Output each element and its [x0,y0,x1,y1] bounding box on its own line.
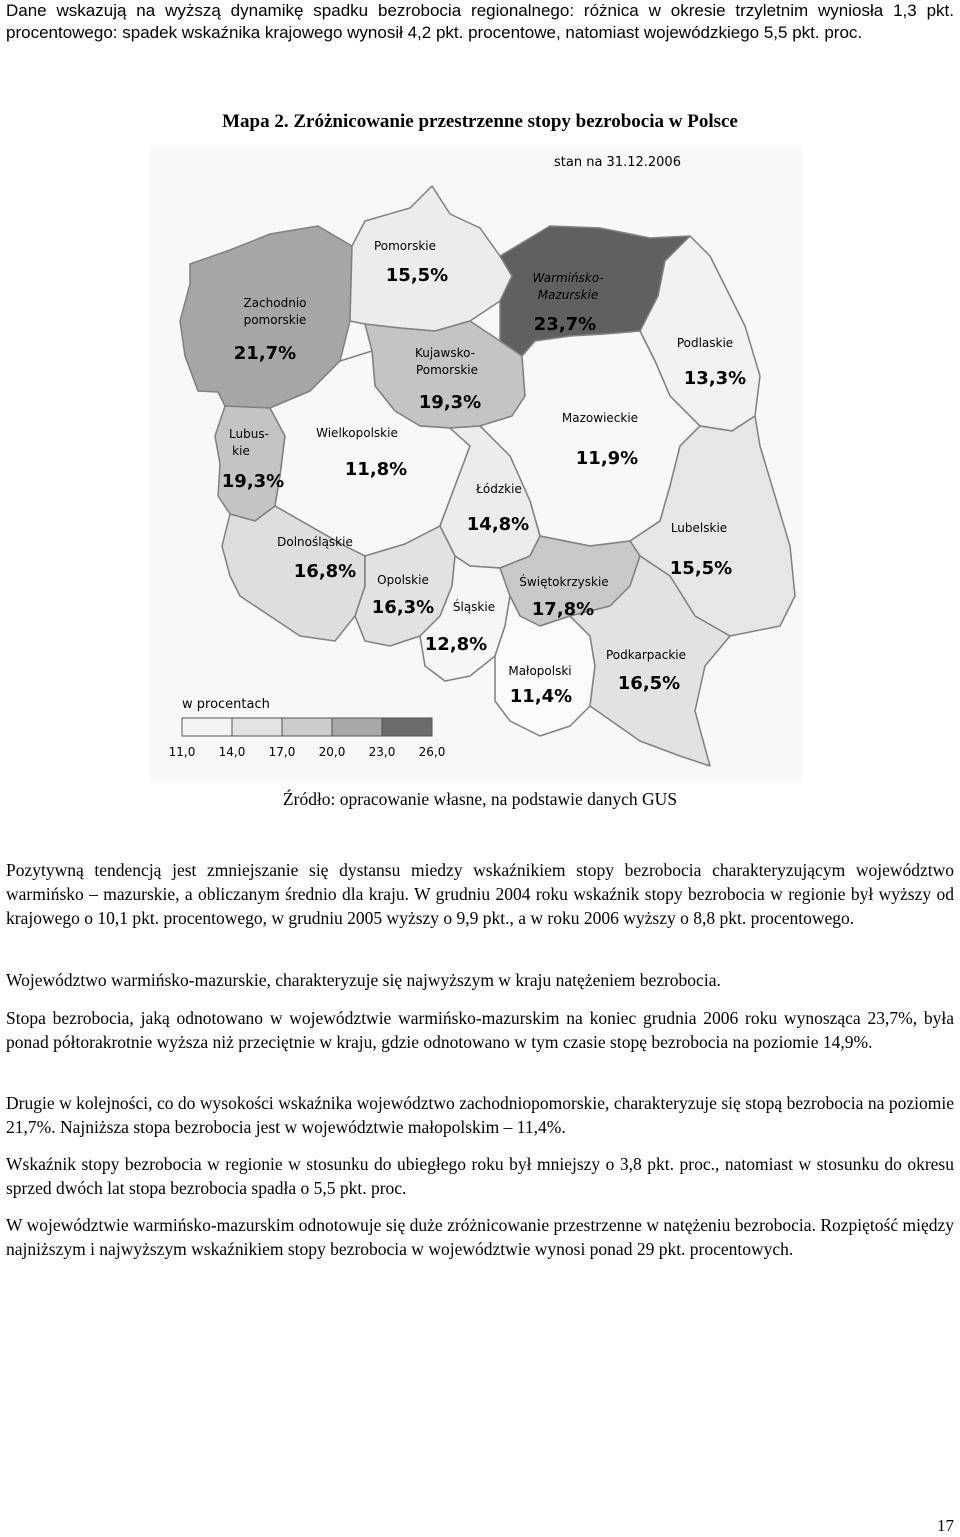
map-date-label: stan na 31.12.2006 [554,155,681,170]
legend-box [282,718,332,736]
label-zachodnio-name-2: pomorskie [243,313,307,327]
label-mazowieckie-name: Mazowieckie [561,411,639,425]
paragraph-3: Stopa bezrobocia, jaką odnotowano w województwie warmińsko-mazurskim na koniec grudnia 2006 roku wynosząca 23,7%, była ponad półtorakrotnie wyższa niż przeciętnie w kraju, gdzie odnotowano w tym czasie stopę bezrobocia na poziomie 14,9%. [6,1008,954,1052]
label-pomorskie-value: 15,5% [385,265,449,286]
label-dolnoslaskie-value: 16,8% [293,561,357,582]
label-mazowieckie-value: 11,9% [575,448,639,469]
paragraph-4: Drugie w kolejności, co do wysokości wskaźnika województwo zachodniopomorskie, charakteryzuje się stopą bezrobocia na poziomie 21,7%. Najniższa stopa bezrobocia jest w województwie małopolskim – 11,4%. [6,1093,954,1137]
paragraph-6: W województwie warmińsko-mazurskim odnotowuje się duże zróżnicowanie przestrzenne w natężeniu bezrobocia. Rozpiętość między najniższym i najwyższym wskaźnikiem stopy bezrobocia w województwie wynosi ponad 29 pkt. procentowych. [6,1215,954,1259]
label-pomorskie-name: Pomorskie [373,239,437,253]
label-lubuskie-value: 19,3% [221,471,285,492]
label-swietokrzyskie-name: Świętokrzyskie [519,575,609,589]
legend-tick-label: 23,0 [368,745,396,759]
label-warminsko-name-2: Mazurskie [537,288,599,302]
label-malopolski-value: 11,4% [509,686,573,707]
label-opolskie-value: 16,3% [371,597,435,618]
label-opolskie-name: Opolskie [377,573,429,587]
label-slaskie-value: 12,8% [424,634,488,655]
map-caption: Mapa 2. Zróżnicowanie przestrzenne stopy bezrobocia w Polsce [222,111,738,132]
label-kujawsko-name-2: Pomorskie [415,363,479,377]
label-warminsko-name-1: Warmińsko- [532,271,604,285]
label-kujawsko-value: 19,3% [418,392,482,413]
map-legend [169,697,446,759]
legend-box [382,718,432,736]
label-dolnoslaskie-name: Dolnośląskie [277,535,353,549]
legend-tick-label: 20,0 [318,745,346,759]
label-malopolski-name: Małopolski [508,664,572,678]
legend-tick-label: 14,0 [218,745,246,759]
label-slaskie-name: Śląskie [452,600,496,614]
label-kujawsko-name-1: Kujawsko- [414,346,476,360]
page-number: 17 [937,1516,954,1535]
label-warminsko-value: 23,7% [533,314,597,335]
label-swietokrzyskie-value: 17,8% [531,599,595,620]
region-lubuskie [215,406,285,521]
legend-tick-label: 17,0 [268,745,296,759]
label-podkarpackie-name: Podkarpackie [605,648,687,662]
label-lubuskie-name-2: kie [232,444,250,458]
intro-paragraph: Dane wskazują na wyższą dynamikę spadku bezrobocia regionalnego: różnica w okresie trzyletnim wyniosła 1,3 pkt. procentowego: spadek wskaźnika krajowego wynosił 4,2 pkt. procentowe, natomiast wojewódzkiego 5,5 pkt. proc. [6,1,954,42]
label-zachodnio-name-1: Zachodnio [243,296,307,310]
map-source: Źródło: opracowanie własne, na podstawie danych GUS [282,789,678,809]
label-lubelskie-name: Lubelskie [670,521,728,535]
label-lodzkie-value: 14,8% [466,514,530,535]
paragraph-5: Wskaźnik stopy bezrobocia w regionie w stosunku do ubiegłego roku był mniejszy o 3,8 pkt. proc., natomiast w stosunku do okresu sprzed dwóch lat stopa bezrobocia spadła o 5,5 pkt. proc. [6,1154,954,1198]
label-wielkopolskie-name: Wielkopolskie [316,426,398,440]
label-wielkopolskie-value: 11,8% [344,459,408,480]
legend-box [182,718,232,736]
unemployment-map [150,146,802,782]
legend-tick-label: 26,0 [418,745,446,759]
label-podkarpackie-value: 16,5% [617,673,681,694]
legend-box [232,718,282,736]
legend-box [332,718,382,736]
legend-tick-label: 11,0 [168,745,196,759]
label-lodzkie-name: Łódzkie [476,482,522,496]
label-lubelskie-value: 15,5% [669,558,733,579]
paragraph-1: Pozytywną tendencją jest zmniejszanie się dystansu miedzy wskaźnikiem stopy bezrobocia charakteryzującym województwo warmińsko – mazurskie, a obliczanym średnio dla kraju. W grudniu 2004 roku wskaźnik stopy bezrobocia w regionie był wyższy od krajowego o 10,1 pkt. procentowego, w grudniu 2005 wyższy o 9,9 pkt., a w roku 2006 wyższy o 8,8 pkt. procentowego. [6,860,954,928]
label-podlaskie-value: 13,3% [683,368,747,389]
paragraph-2: Województwo warmińsko-mazurskie, charakteryzuje się najwyższym w kraju natężeniem bezrobocia. [6,970,721,990]
label-zachodnio-value: 21,7% [233,343,297,364]
label-podlaskie-name: Podlaskie [676,336,734,350]
label-lubuskie-name-1: Lubus- [229,427,269,441]
legend-title: w procentach [182,697,270,712]
region-pomorskie [350,186,512,331]
